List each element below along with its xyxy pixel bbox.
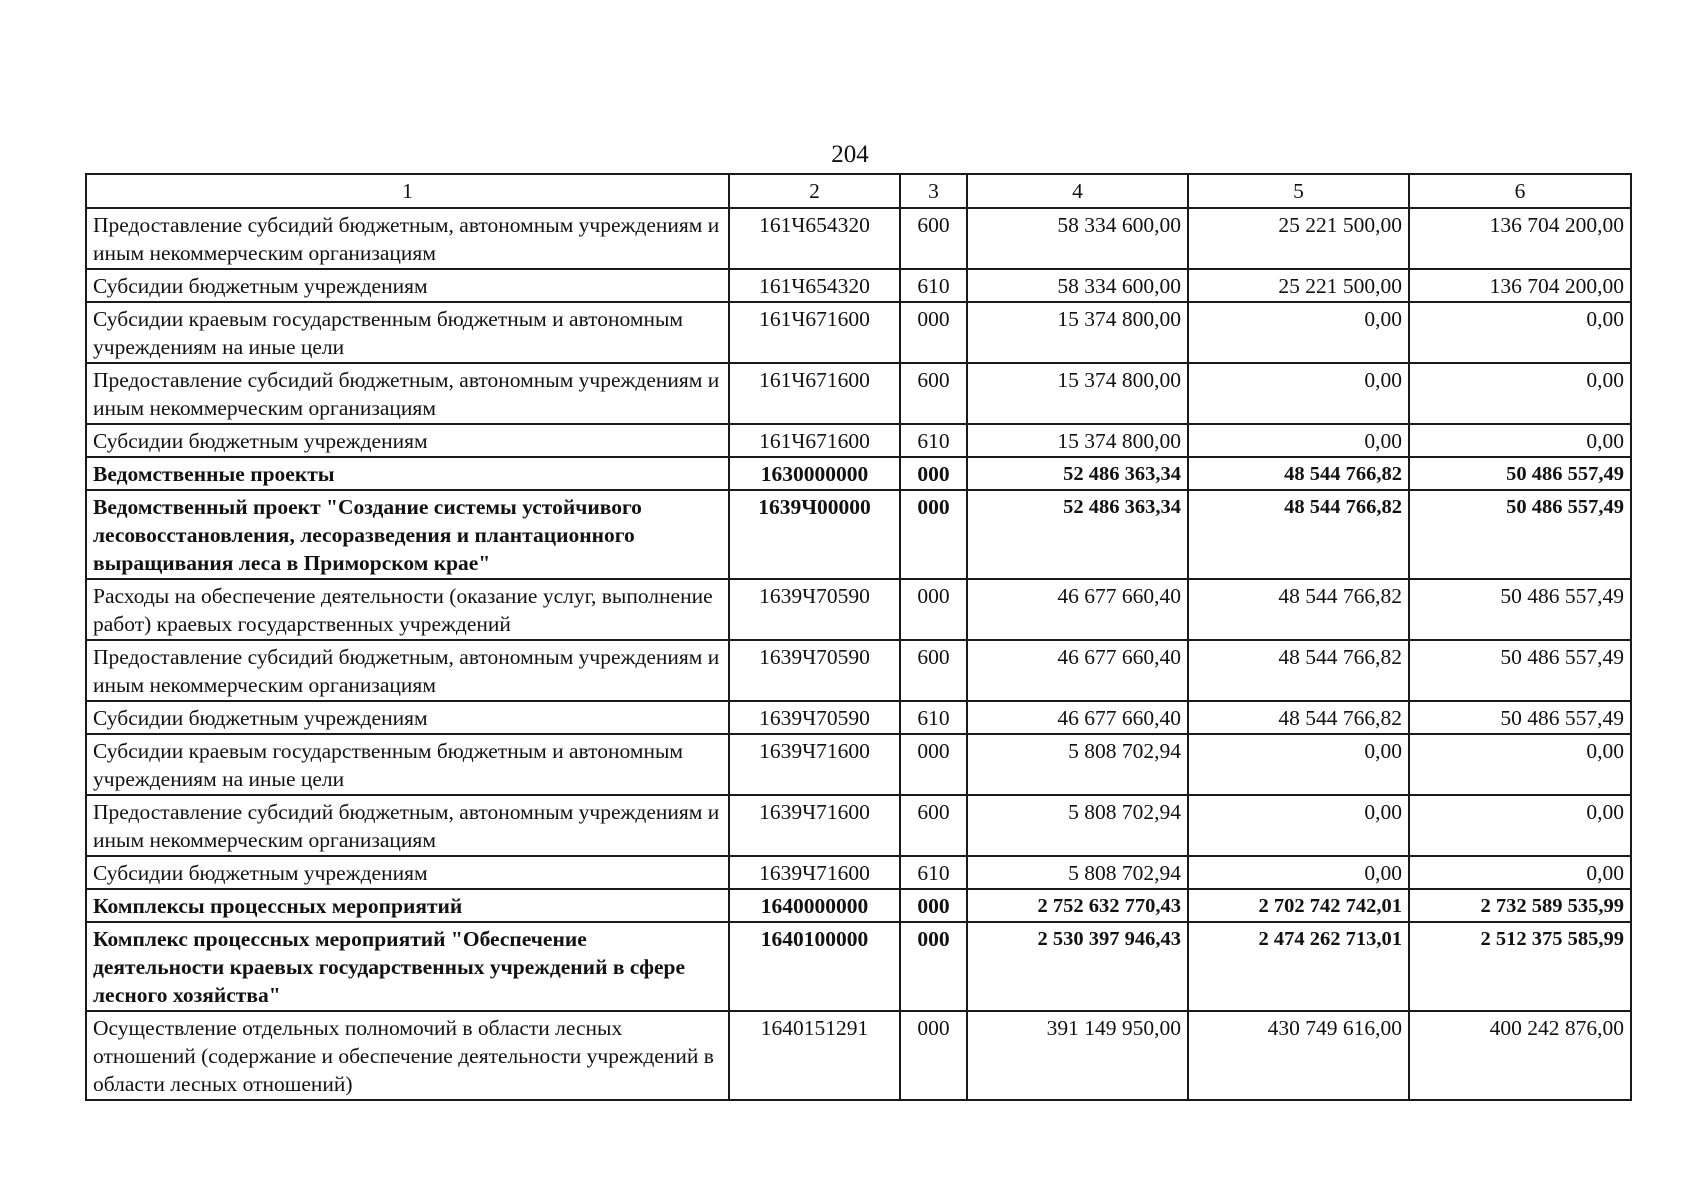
row-code-cell: 1639Ч70590 <box>729 579 900 640</box>
row-value-6-cell: 2 732 589 535,99 <box>1409 889 1631 922</box>
row-value-4-cell: 2 530 397 946,43 <box>967 922 1188 1011</box>
row-type-cell: 600 <box>900 208 967 269</box>
table-row <box>86 302 1631 363</box>
row-value-4-cell: 52 486 363,34 <box>967 490 1188 579</box>
row-value-6-cell: 50 486 557,49 <box>1409 640 1631 701</box>
table-row <box>86 795 1631 856</box>
row-value-6-cell: 0,00 <box>1409 424 1631 457</box>
row-value-5-cell: 430 749 616,00 <box>1188 1011 1409 1100</box>
column-header-6: 6 <box>1409 174 1631 208</box>
row-type-cell: 610 <box>900 856 967 889</box>
table-row <box>86 457 1631 490</box>
row-value-6-cell: 0,00 <box>1409 856 1631 889</box>
column-header-3: 3 <box>900 174 967 208</box>
column-header-1: 1 <box>86 174 729 208</box>
row-code-cell: 1639Ч70590 <box>729 640 900 701</box>
row-value-4-cell: 58 334 600,00 <box>967 208 1188 269</box>
row-value-4-cell: 58 334 600,00 <box>967 269 1188 302</box>
row-type-cell: 600 <box>900 363 967 424</box>
row-value-5-cell: 48 544 766,82 <box>1188 701 1409 734</box>
table-row <box>86 701 1631 734</box>
row-type-cell: 000 <box>900 302 967 363</box>
row-value-6-cell: 0,00 <box>1409 363 1631 424</box>
row-name-cell: Ведомственные проекты <box>86 457 729 490</box>
row-value-5-cell: 0,00 <box>1188 734 1409 795</box>
row-type-cell: 600 <box>900 795 967 856</box>
budget-table <box>85 173 1632 1101</box>
row-value-6-cell: 0,00 <box>1409 302 1631 363</box>
row-value-4-cell: 5 808 702,94 <box>967 795 1188 856</box>
row-name-cell: Предоставление субсидий бюджетным, автономным учреждениям и иным некоммерческим организациям <box>86 363 729 424</box>
row-value-4-cell: 5 808 702,94 <box>967 856 1188 889</box>
row-type-cell: 610 <box>900 424 967 457</box>
table-row <box>86 490 1631 579</box>
row-value-5-cell: 25 221 500,00 <box>1188 208 1409 269</box>
row-value-5-cell: 48 544 766,82 <box>1188 490 1409 579</box>
row-name-cell: Комплексы процессных мероприятий <box>86 889 729 922</box>
row-type-cell: 600 <box>900 640 967 701</box>
row-name-cell: Субсидии бюджетным учреждениям <box>86 424 729 457</box>
row-value-5-cell: 0,00 <box>1188 856 1409 889</box>
row-name-cell: Ведомственный проект "Создание системы устойчивого лесовосстановления, лесоразведения и плантационного выращивания леса в Приморском крае" <box>86 490 729 579</box>
table-row <box>86 363 1631 424</box>
row-name-cell: Комплекс процессных мероприятий "Обеспечение деятельности краевых государственных учреждений в сфере лесного хозяйства" <box>86 922 729 1011</box>
row-type-cell: 000 <box>900 490 967 579</box>
row-code-cell: 1639Ч00000 <box>729 490 900 579</box>
row-value-4-cell: 15 374 800,00 <box>967 363 1188 424</box>
row-value-4-cell: 52 486 363,34 <box>967 457 1188 490</box>
row-name-cell: Предоставление субсидий бюджетным, автономным учреждениям и иным некоммерческим организациям <box>86 795 729 856</box>
row-type-cell: 610 <box>900 269 967 302</box>
row-type-cell: 000 <box>900 457 967 490</box>
row-value-4-cell: 2 752 632 770,43 <box>967 889 1188 922</box>
row-code-cell: 161Ч654320 <box>729 208 900 269</box>
row-value-5-cell: 0,00 <box>1188 424 1409 457</box>
row-name-cell: Субсидии бюджетным учреждениям <box>86 269 729 302</box>
row-name-cell: Субсидии бюджетным учреждениям <box>86 701 729 734</box>
row-value-5-cell: 2 702 742 742,01 <box>1188 889 1409 922</box>
row-code-cell: 161Ч671600 <box>729 302 900 363</box>
row-code-cell: 1640100000 <box>729 922 900 1011</box>
table-row <box>86 208 1631 269</box>
row-value-5-cell: 48 544 766,82 <box>1188 457 1409 490</box>
row-value-4-cell: 46 677 660,40 <box>967 640 1188 701</box>
row-value-5-cell: 25 221 500,00 <box>1188 269 1409 302</box>
column-header-5: 5 <box>1188 174 1409 208</box>
row-name-cell: Осуществление отдельных полномочий в области лесных отношений (содержание и обеспечение деятельности учреждений в области лесных отношений) <box>86 1011 729 1100</box>
row-value-6-cell: 0,00 <box>1409 795 1631 856</box>
row-code-cell: 1639Ч71600 <box>729 795 900 856</box>
table-row <box>86 1011 1631 1100</box>
row-code-cell: 1640000000 <box>729 889 900 922</box>
row-value-4-cell: 46 677 660,40 <box>967 579 1188 640</box>
row-code-cell: 161Ч671600 <box>729 424 900 457</box>
row-name-cell: Субсидии краевым государственным бюджетным и автономным учреждениям на иные цели <box>86 302 729 363</box>
row-type-cell: 000 <box>900 734 967 795</box>
row-value-5-cell: 0,00 <box>1188 302 1409 363</box>
row-value-6-cell: 136 704 200,00 <box>1409 269 1631 302</box>
row-type-cell: 000 <box>900 922 967 1011</box>
row-value-4-cell: 5 808 702,94 <box>967 734 1188 795</box>
table-row <box>86 889 1631 922</box>
column-header-4: 4 <box>967 174 1188 208</box>
row-value-6-cell: 50 486 557,49 <box>1409 579 1631 640</box>
row-code-cell: 1640151291 <box>729 1011 900 1100</box>
table-row <box>86 269 1631 302</box>
table-row <box>86 734 1631 795</box>
column-header-row <box>86 174 1631 208</box>
row-code-cell: 161Ч654320 <box>729 269 900 302</box>
row-type-cell: 610 <box>900 701 967 734</box>
table-row <box>86 922 1631 1011</box>
row-code-cell: 161Ч671600 <box>729 363 900 424</box>
row-code-cell: 1639Ч71600 <box>729 734 900 795</box>
row-value-4-cell: 391 149 950,00 <box>967 1011 1188 1100</box>
row-value-4-cell: 46 677 660,40 <box>967 701 1188 734</box>
row-name-cell: Расходы на обеспечение деятельности (оказание услуг, выполнение работ) краевых государственных учреждений <box>86 579 729 640</box>
row-type-cell: 000 <box>900 579 967 640</box>
column-header-2: 2 <box>729 174 900 208</box>
row-value-5-cell: 0,00 <box>1188 795 1409 856</box>
row-value-6-cell: 2 512 375 585,99 <box>1409 922 1631 1011</box>
row-code-cell: 1630000000 <box>729 457 900 490</box>
row-value-6-cell: 50 486 557,49 <box>1409 490 1631 579</box>
row-value-6-cell: 50 486 557,49 <box>1409 457 1631 490</box>
row-value-5-cell: 48 544 766,82 <box>1188 579 1409 640</box>
row-name-cell: Субсидии бюджетным учреждениям <box>86 856 729 889</box>
row-name-cell: Субсидии краевым государственным бюджетным и автономным учреждениям на иные цели <box>86 734 729 795</box>
row-value-5-cell: 2 474 262 713,01 <box>1188 922 1409 1011</box>
table-row <box>86 856 1631 889</box>
row-code-cell: 1639Ч70590 <box>729 701 900 734</box>
row-value-5-cell: 0,00 <box>1188 363 1409 424</box>
row-name-cell: Предоставление субсидий бюджетным, автономным учреждениям и иным некоммерческим организациям <box>86 640 729 701</box>
table-row <box>86 640 1631 701</box>
row-value-4-cell: 15 374 800,00 <box>967 424 1188 457</box>
row-code-cell: 1639Ч71600 <box>729 856 900 889</box>
row-value-6-cell: 50 486 557,49 <box>1409 701 1631 734</box>
row-type-cell: 000 <box>900 1011 967 1100</box>
row-name-cell: Предоставление субсидий бюджетным, автономным учреждениям и иным некоммерческим организациям <box>86 208 729 269</box>
table-row <box>86 424 1631 457</box>
row-value-6-cell: 400 242 876,00 <box>1409 1011 1631 1100</box>
row-value-5-cell: 48 544 766,82 <box>1188 640 1409 701</box>
row-type-cell: 000 <box>900 889 967 922</box>
table-row <box>86 579 1631 640</box>
row-value-6-cell: 136 704 200,00 <box>1409 208 1631 269</box>
row-value-6-cell: 0,00 <box>1409 734 1631 795</box>
row-value-4-cell: 15 374 800,00 <box>967 302 1188 363</box>
page-number: 204 <box>831 141 869 168</box>
